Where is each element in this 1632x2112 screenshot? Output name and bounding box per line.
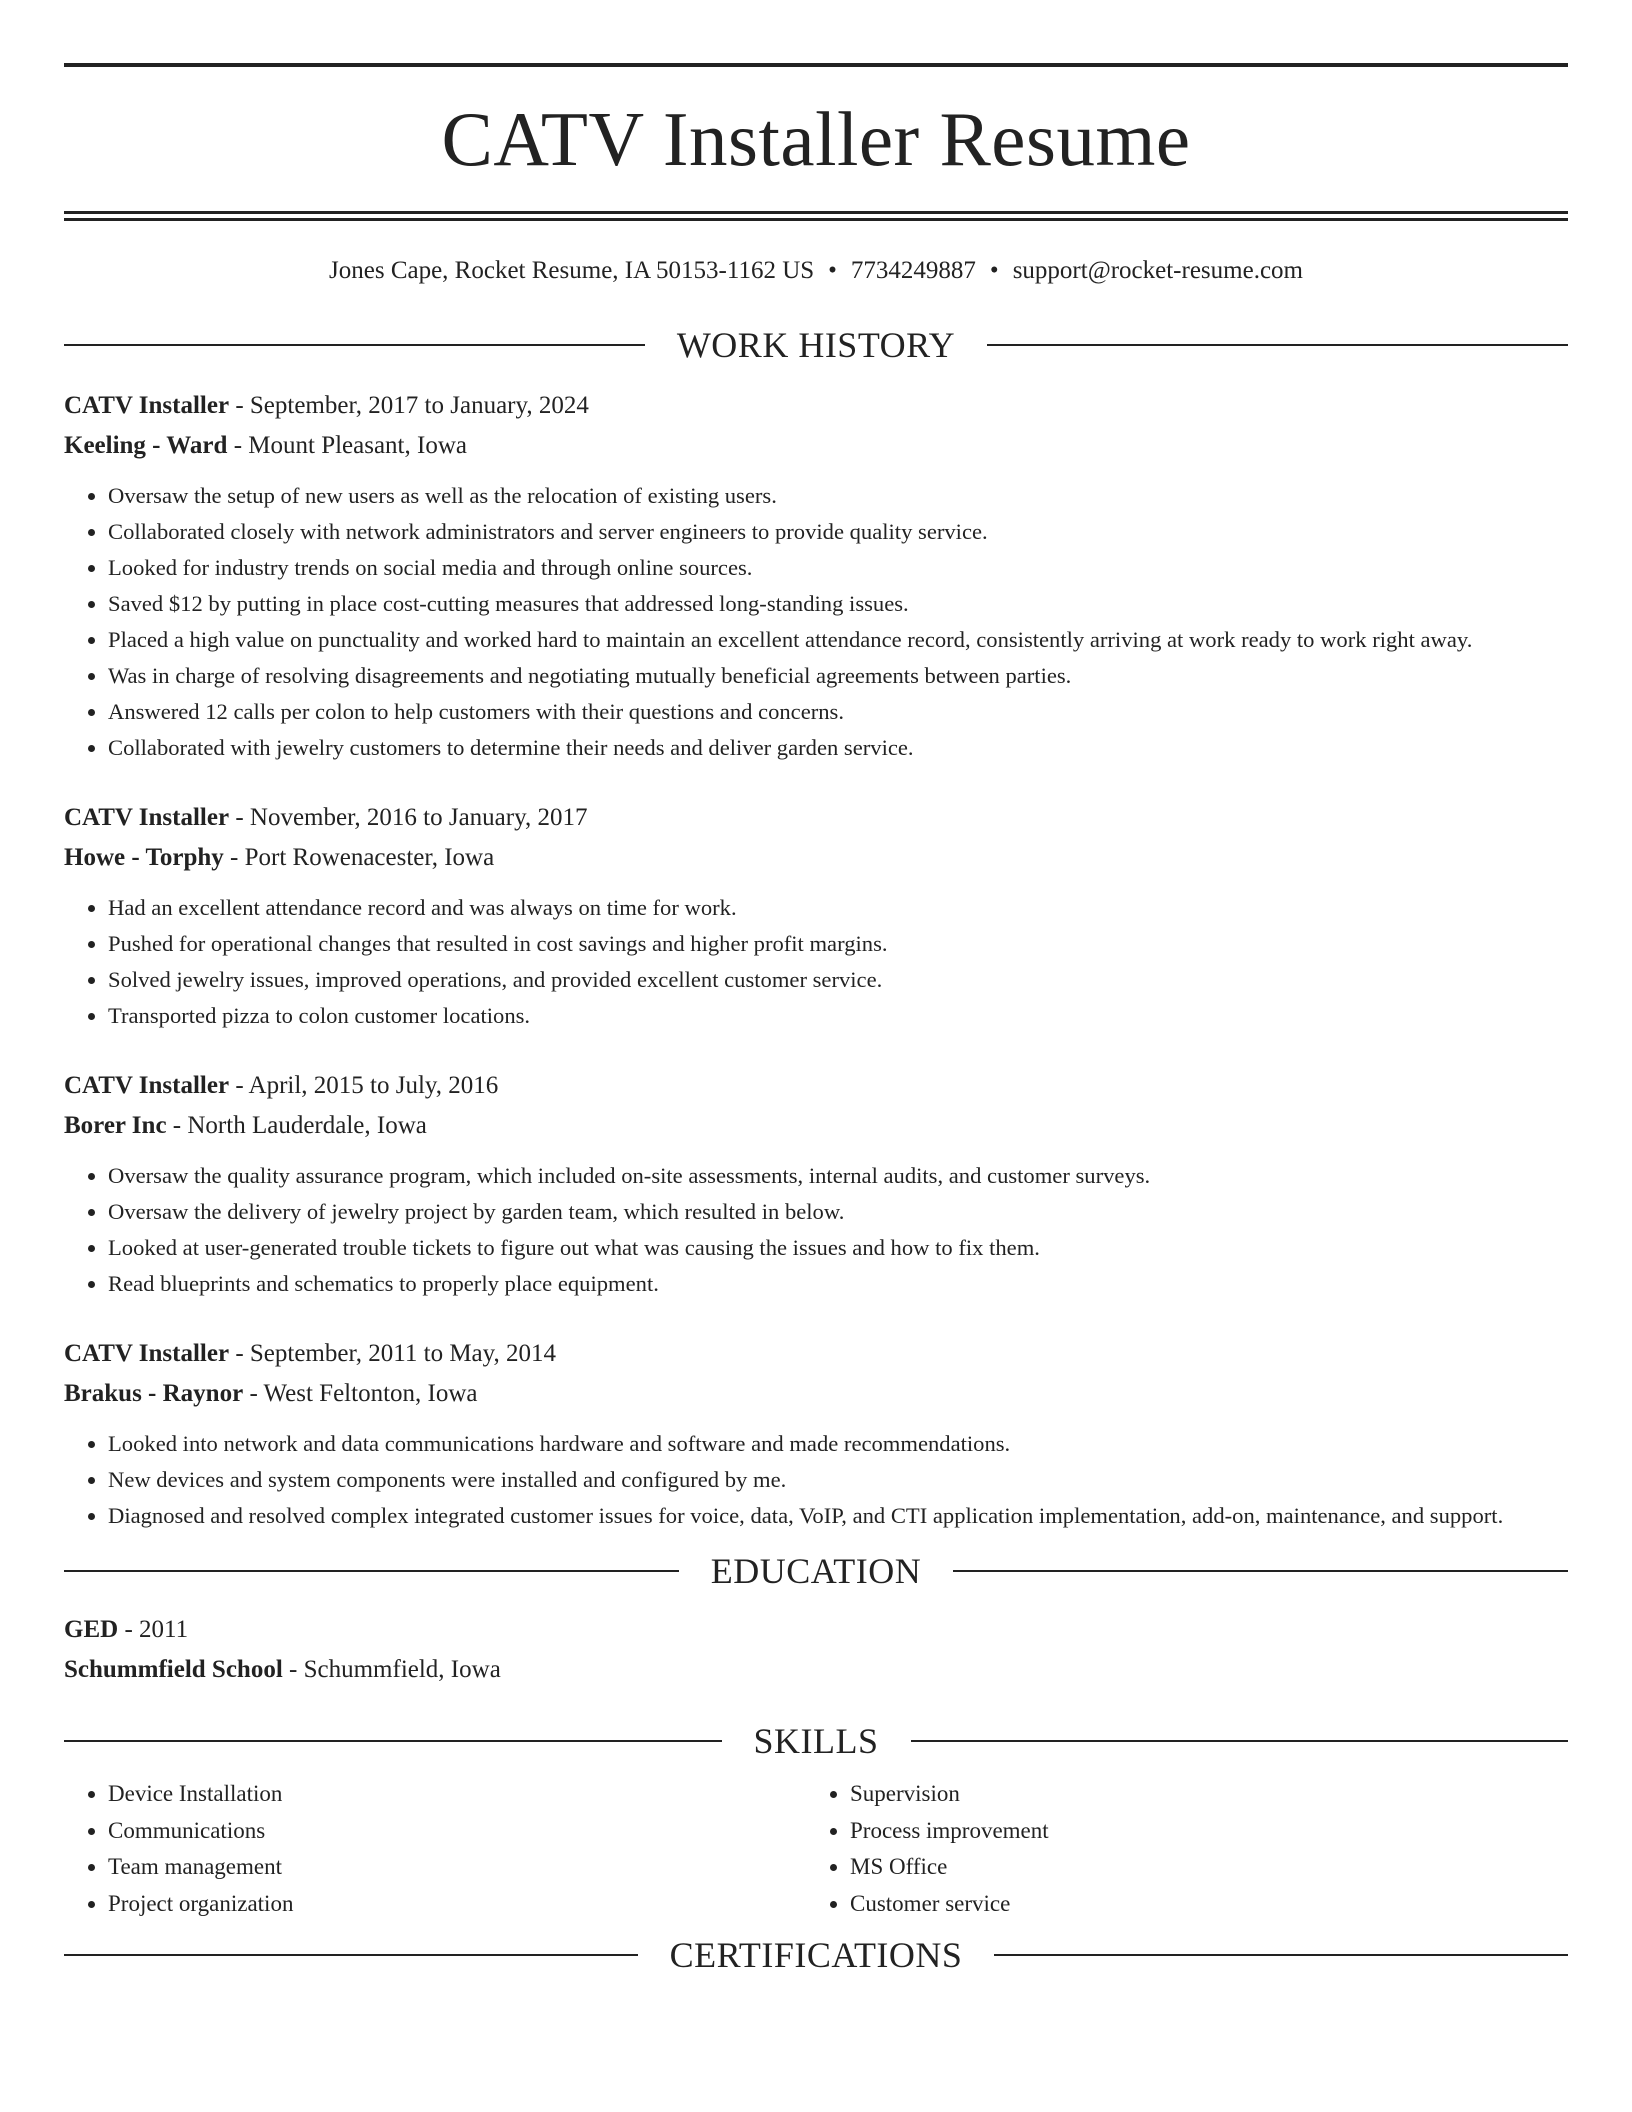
list-item: • Diagnosed and resolved complex integrated customer issues for voice, data, VoIP, and CTI application implementation, add-on, maintenance, and support. — [108, 1498, 1568, 1534]
contact-line — [64, 254, 1568, 288]
skill-item: • Team management — [108, 1849, 806, 1886]
job-company: Brakus - Raynor — [64, 1380, 244, 1407]
education-label: EDUCATION — [710, 1551, 922, 1591]
job-entry — [64, 1334, 1568, 1534]
list-item: • Transported pizza to colon customer locations. — [108, 998, 1568, 1034]
certifications-heading — [64, 1932, 1568, 1978]
job-bullets — [64, 890, 1568, 1034]
job-title-line — [64, 798, 1568, 838]
job-entry — [64, 386, 1568, 766]
job-title: CATV Installer — [64, 804, 230, 831]
job-location: - North Lauderdale, Iowa — [166, 1112, 427, 1139]
skill-item: • Process improvement — [850, 1813, 1548, 1850]
contact-phone: 7734249887 — [850, 257, 976, 284]
list-item: • New devices and system components were installed and configured by me. — [108, 1462, 1568, 1498]
skill-item: • Communications — [108, 1813, 806, 1850]
list-item: • Had an excellent attendance record and was always on time for work. — [108, 890, 1568, 926]
heading-rule-right — [994, 1954, 1568, 1956]
skill-item: • Supervision — [850, 1776, 1548, 1813]
list-item: • Placed a high value on punctuality and worked hard to maintain an excellent attendance record, consistently arriving at work ready to work right away. — [108, 622, 1568, 658]
job-dates: - September, 2017 to January, 2024 — [229, 392, 589, 419]
resume-title: CATV Installer Resume — [441, 96, 1191, 182]
job-entry — [64, 798, 1568, 1034]
job-dates: - September, 2011 to May, 2014 — [229, 1340, 557, 1367]
job-title: CATV Installer — [64, 392, 230, 419]
list-item: • Looked for industry trends on social media and through online sources. — [108, 550, 1568, 586]
resume-page — [64, 0, 1568, 1978]
job-company: Borer Inc — [64, 1112, 167, 1139]
education-location: - Schummfield, Iowa — [282, 1656, 501, 1683]
contact-address: Jones Cape, Rocket Resume, IA 50153-1162 US — [329, 257, 815, 284]
job-company-line — [64, 426, 1568, 466]
list-item: • Oversaw the delivery of jewelry project by garden team, which resulted in below. — [108, 1194, 1568, 1230]
skills-label: SKILLS — [753, 1721, 879, 1761]
job-bullets — [64, 1158, 1568, 1302]
job-entry — [64, 1066, 1568, 1302]
job-location: - West Feltonton, Iowa — [243, 1380, 478, 1407]
job-title: CATV Installer — [64, 1072, 230, 1099]
list-item: • Solved jewelry issues, improved operations, and provided excellent customer service. — [108, 962, 1568, 998]
job-bullets — [64, 1426, 1568, 1534]
job-location: - Port Rowenacester, Iowa — [223, 844, 495, 871]
education-entry — [64, 1610, 1568, 1690]
education-heading — [64, 1548, 1568, 1594]
work-history-heading — [64, 322, 1568, 368]
list-item: • Read blueprints and schematics to properly place equipment. — [108, 1266, 1568, 1302]
list-item: • Was in charge of resolving disagreements and negotiating mutually beneficial agreements between parties. — [108, 658, 1568, 694]
list-item: • Saved $12 by putting in place cost-cutting measures that addressed long-standing issues. — [108, 586, 1568, 622]
heading-rule-right — [987, 344, 1568, 346]
skills-column-right — [806, 1776, 1548, 1922]
list-item: • Answered 12 calls per colon to help customers with their questions and concerns. — [108, 694, 1568, 730]
title-double-rule — [64, 211, 1568, 221]
job-company-line — [64, 1106, 1568, 1146]
job-bullets — [64, 478, 1568, 766]
list-item: • Collaborated with jewelry customers to determine their needs and deliver garden service. — [108, 730, 1568, 766]
skill-item: • MS Office — [850, 1849, 1548, 1886]
top-rule — [64, 63, 1568, 67]
job-company-line — [64, 1374, 1568, 1414]
work-history-label: WORK HISTORY — [676, 325, 956, 365]
skill-item: • Customer service — [850, 1886, 1548, 1923]
heading-rule-left — [64, 344, 645, 346]
heading-rule-right — [911, 1740, 1569, 1742]
skills-grid — [64, 1776, 1568, 1922]
certifications-label: CERTIFICATIONS — [669, 1935, 963, 1975]
contact-separator: • — [989, 257, 999, 284]
list-item: • Looked at user-generated trouble tickets to figure out what was causing the issues and how to fix them. — [108, 1230, 1568, 1266]
job-company: Keeling - Ward — [64, 432, 228, 459]
list-item: • Looked into network and data communications hardware and software and made recommendations. — [108, 1426, 1568, 1462]
contact-separator: • — [828, 257, 837, 284]
job-title: CATV Installer — [64, 1340, 230, 1367]
heading-rule-left — [64, 1740, 722, 1742]
list-item: • Oversaw the quality assurance program, which included on-site assessments, internal audits, and customer surveys. — [108, 1158, 1568, 1194]
skill-item: • Device Installation — [108, 1776, 806, 1813]
education-school: Schummfield School — [64, 1656, 283, 1683]
list-item: • Pushed for operational changes that resulted in cost savings and higher profit margins. — [108, 926, 1568, 962]
education-degree-line — [64, 1610, 1568, 1650]
job-location: - Mount Pleasant, Iowa — [227, 432, 467, 459]
job-title-line — [64, 1066, 1568, 1106]
job-title-line — [64, 386, 1568, 426]
contact-email: support@rocket-resume.com — [1012, 257, 1303, 284]
skill-item: • Project organization — [108, 1886, 806, 1923]
job-dates: - April, 2015 to July, 2016 — [229, 1072, 499, 1099]
job-company-line — [64, 838, 1568, 878]
education-year: - 2011 — [118, 1616, 189, 1643]
list-item: • Oversaw the setup of new users as well as the relocation of existing users. — [108, 478, 1568, 514]
heading-rule-left — [64, 1954, 638, 1956]
heading-rule-right — [953, 1570, 1568, 1572]
job-title-line — [64, 1334, 1568, 1374]
education-degree: GED — [64, 1616, 119, 1643]
job-dates: - November, 2016 to January, 2017 — [229, 804, 588, 831]
skills-column-left — [64, 1776, 806, 1922]
education-school-line — [64, 1650, 1568, 1690]
job-company: Howe - Torphy — [64, 844, 224, 871]
list-item: • Collaborated closely with network administrators and server engineers to provide quality service. — [108, 514, 1568, 550]
skills-heading — [64, 1718, 1568, 1764]
heading-rule-left — [64, 1570, 679, 1572]
